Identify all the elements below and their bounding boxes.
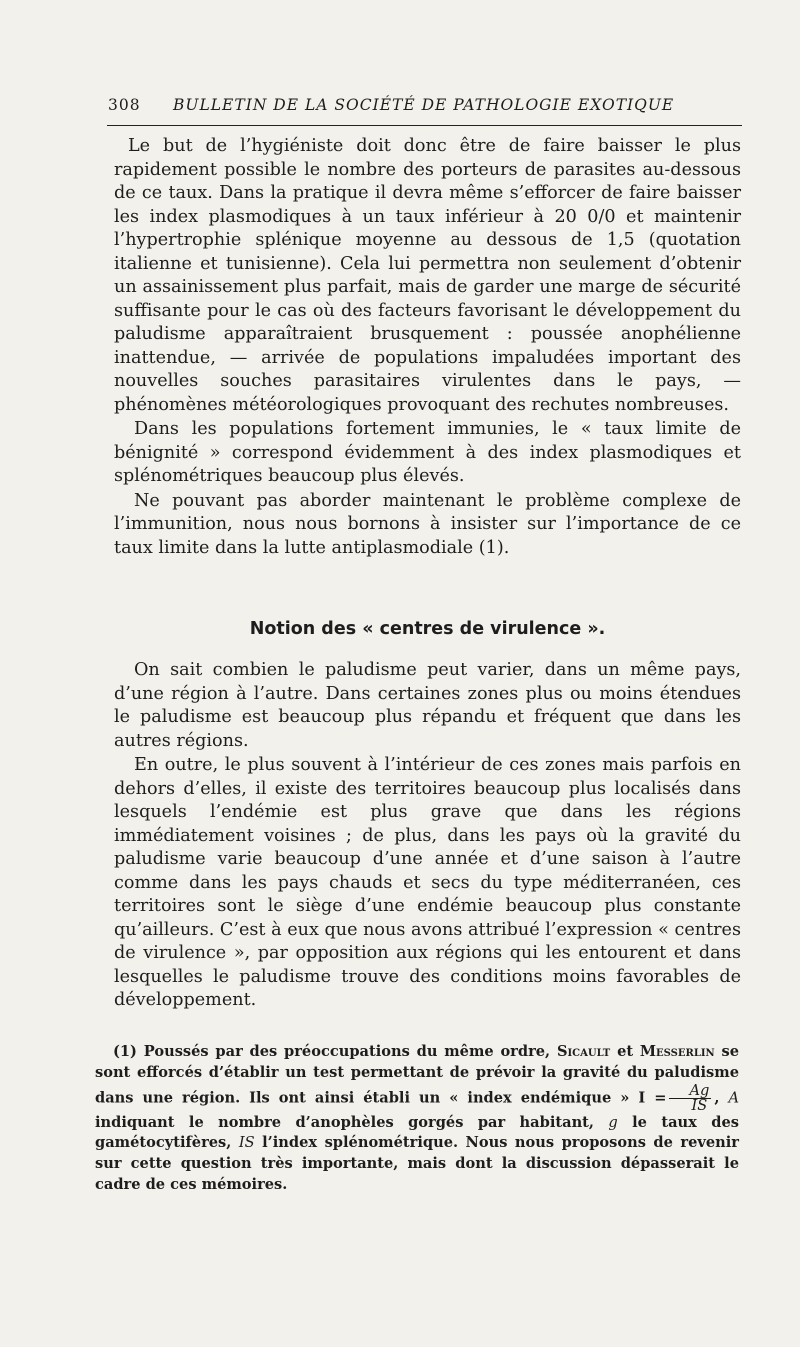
footnote-paragraph — [95, 1042, 739, 1196]
body-text-bottom — [114, 659, 741, 1013]
author-name: Messerlin — [639, 1043, 715, 1060]
footnote-text: Poussés par des préoccupations du même ordre, — [143, 1043, 551, 1060]
variable: g — [608, 1113, 618, 1131]
footnote-text: et — [617, 1043, 634, 1060]
page-header — [108, 96, 742, 118]
footnote-text: , — [714, 1089, 720, 1107]
header-rule — [107, 125, 742, 126]
paragraph: Le but de l’hygiéniste doit donc être de faire baisser le plus rapidement possible le nombre des porteurs de parasites au-dessous de ce taux. Dans la pratique il devra même s’efforcer de faire baisser les index plasmodiques à un taux inférieur à 20 0/0 et maintenir l’hypertrophie splénique moyenne au dessous de 1,5 (quotation italienne et tunisienne). Cela lui permettra non seulement d’obtenir un assainissement plus parfait, mais de garder une marge de sécurité suffisante pour le cas où des facteurs favorisant le développement du paludisme apparaîtraient brusquement : poussée anophélienne inattendue, — arrivée de populations impaludées important des nouvelles souches parasitaires virulentes dans le pays, — phénomènes météorologiques provoquant des rechutes nombreuses. — [114, 136, 741, 415]
paragraph: Ne pouvant pas aborder maintenant le problème complexe de l’immunition, nous nous bornons à insister sur l’importance de ce taux limite dans la lutte antiplasmodiale (1). — [114, 490, 741, 558]
author-name: Sicault — [556, 1043, 611, 1060]
footnote-text: le taux des gamétocytifères, — [95, 1113, 739, 1152]
footnote-text: indiquant le nombre d’anophèles gorgés par habitant, — [95, 1113, 595, 1131]
paragraph: On sait combien le paludisme peut varier, dans un même pays, d’une région à l’autre. Dans certaines zones plus ou moins étendues le paludisme est beaucoup plus répandu et fréquent que dans les autres régions. — [114, 660, 741, 751]
paragraph: Dans les populations fortement immunies, le « taux limite de bénignité » correspond évidemment à des index plasmodiques et splénométriques beaucoup plus élevés. — [114, 419, 741, 486]
variable: A — [728, 1089, 739, 1107]
footnote-marker: (1) — [113, 1043, 137, 1060]
endemic-index-fraction — [669, 1081, 711, 1114]
fraction-numerator: Ag — [669, 1084, 711, 1099]
variable: IS — [238, 1134, 255, 1152]
fraction-denominator: IS — [691, 1096, 708, 1114]
running-title: BULLETIN DE LA SOCIÉTÉ DE PATHOLOGIE EXOTIQUE — [173, 96, 675, 114]
footnote-text: l’index splénométrique. Nous nous proposons de revenir sur cette question très importante, mais dont la discussion dépasserait le cadre de ces mémoires. — [95, 1134, 739, 1193]
paragraph: En outre, le plus souvent à l’intérieur de ces zones mais parfois en dehors d’elles, il existe des territoires beaucoup plus localisés dans lesquels l’endémie est plus grave que dans les régions immédiatement voisines ; de plus, dans les pays où la gravité du paludisme varie beaucoup d’une année et d’une saison à l’autre comme dans les pays chauds et secs du type méditerranéen, ces territoires sont le siège d’une endémie beaucoup plus constante qu’ailleurs. C’est à eux que nous avons attribué l’expression « centres de virulence », par opposition aux régions qui les entourent et dans lesquelles le paludisme trouve des conditions moins favorables de développement. — [114, 755, 741, 1010]
footnote — [95, 1042, 739, 1196]
section-title: Notion des « centres de virulence ». — [249, 619, 606, 639]
page-number: 308 — [108, 96, 141, 114]
footnote-text: se sont efforcés d’établir un test permettant de prévoir la gravité du paludisme dans une région. Ils ont ainsi établi un « index endémique » I = — [95, 1043, 739, 1107]
body-text-top — [114, 135, 741, 560]
